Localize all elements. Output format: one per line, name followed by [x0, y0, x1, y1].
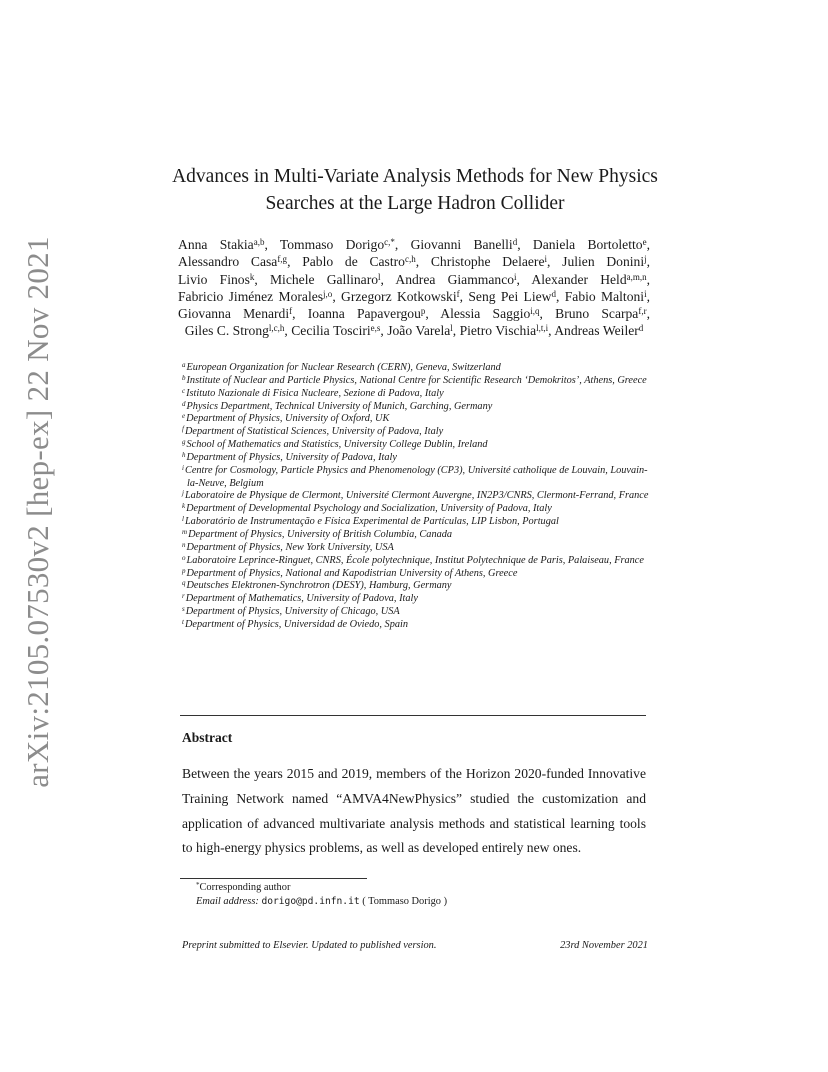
- footnote-marker: *: [196, 881, 200, 889]
- author-affiliation-marks: d: [638, 323, 644, 334]
- affiliation-text: Centre for Cosmology, Particle Physics and Phenomenology (CP3), Université catholique de Louvain, Louvain-la-Neuve, Belgium: [184, 464, 648, 489]
- author: [178, 237, 264, 252]
- affiliation-key: r: [182, 592, 185, 601]
- author-name: Anna Stakia: [178, 237, 254, 252]
- author: [291, 323, 380, 338]
- preprint-date: 23rd November 2021: [560, 940, 648, 951]
- affiliation-text: Physics Department, Technical University of Munich, Garching, Germany: [186, 400, 493, 412]
- author: [565, 289, 647, 304]
- affiliation-text: Department of Physics, University of Padova, Italy: [186, 451, 397, 463]
- author-name: Andrea Giammanco: [395, 271, 515, 287]
- author: [178, 289, 332, 304]
- author: [554, 323, 643, 338]
- author-name: João Varela: [387, 323, 451, 339]
- author: [280, 237, 395, 252]
- corresponding-author-footnote: [196, 881, 447, 908]
- affiliation-key: j: [182, 489, 184, 498]
- author-affiliation-marks: a,b: [253, 237, 265, 247]
- preprint-footer: [182, 940, 648, 951]
- author-affiliation-marks: k: [249, 271, 255, 282]
- author-name: Pablo de Castro: [302, 254, 405, 270]
- author-affiliation-marks: e: [642, 237, 647, 247]
- affiliation-key: k: [182, 502, 186, 511]
- author: [531, 272, 646, 287]
- affiliation-key: g: [182, 438, 186, 447]
- author: [341, 289, 460, 304]
- affiliation-key: c: [182, 386, 186, 395]
- arxiv-identifier: arXiv:2105.07530v2 [hep-ex] 22 Nov 2021: [20, 236, 55, 788]
- affiliation-item: [182, 426, 650, 439]
- footnote-rule: [180, 878, 367, 879]
- author-affiliation-marks: j: [644, 254, 647, 265]
- affiliation-key: t: [182, 617, 184, 626]
- affiliation-key: f: [182, 425, 184, 434]
- author-name: Fabio Maltoni: [564, 288, 645, 304]
- affiliation-text: Department of Physics, University of Oxford, UK: [186, 413, 390, 425]
- author: [468, 289, 556, 304]
- affiliation-key: l: [182, 515, 184, 524]
- affiliation-list: [182, 362, 650, 632]
- affiliation-item: [182, 413, 650, 426]
- author-affiliation-marks: d: [551, 288, 556, 299]
- author-affiliation-marks: i: [514, 271, 517, 282]
- author-affiliation-marks: j,o: [323, 288, 333, 299]
- author-affiliation-marks: i,q: [530, 306, 540, 317]
- author-affiliation-marks: l: [450, 323, 453, 334]
- author: [178, 254, 287, 269]
- author: [178, 272, 254, 287]
- author-name: Alessia Saggio: [440, 306, 531, 322]
- author-name: Seng Pei Liew: [468, 288, 552, 304]
- author-affiliation-marks: f,r: [638, 306, 647, 317]
- affiliation-text: Department of Physics, University of British Columbia, Canada: [188, 528, 453, 540]
- affiliation-text: Department of Mathematics, University of Padova, Italy: [185, 593, 418, 605]
- author-affiliation-marks: i: [544, 254, 548, 265]
- author-affiliation-marks: a,m,n: [626, 271, 647, 282]
- author: [185, 323, 285, 338]
- affiliation-item: [182, 619, 650, 632]
- author: [308, 306, 426, 321]
- affiliation-item: [182, 388, 650, 401]
- paper-title: Advances in Multi-Variate Analysis Methods for New Physics Searches at the Large Hadron Collider: [172, 166, 658, 214]
- author-name: Cecilia Tosciri: [291, 323, 371, 339]
- author-name: Giles C. Strong: [184, 323, 269, 339]
- affiliation-item: [182, 580, 650, 593]
- affiliation-item: [182, 375, 650, 388]
- email-address[interactable]: dorigo@pd.infn.it: [261, 895, 360, 907]
- author: [555, 306, 646, 321]
- affiliation-item: [182, 542, 650, 555]
- affiliation-text: Laboratoire de Physique de Clermont, Université Clermont Auvergne, IN2P3/CNRS, Clermont-Ferrand, France: [184, 490, 649, 502]
- author-affiliation-marks: i: [644, 288, 647, 299]
- affiliation-key: e: [182, 412, 186, 421]
- affiliation-text: Laboratoire Leprince-Ringuet, CNRS, École polytechnique, Institut Polytechnique de Paris, Palaiseau, France: [186, 554, 644, 566]
- affiliation-text: Institute of Nuclear and Particle Physics, National Centre for Scientific Research ‘Demokritos’, Athens, Greece: [186, 374, 647, 386]
- author: [431, 254, 547, 269]
- affiliation-item: [182, 490, 650, 503]
- author: [460, 323, 549, 338]
- author-name: Christophe Delaere: [430, 254, 545, 270]
- affiliation-item: [182, 593, 650, 606]
- author-name: Michele Gallinaro: [269, 271, 379, 287]
- author: [562, 254, 646, 269]
- affiliation-text: Deutsches Elektronen-Synchrotron (DESY), Hamburg, Germany: [186, 580, 452, 592]
- affiliation-text: Laboratório de Instrumentação e Física Experimental de Partículas, LIP Lisbon, Portugal: [184, 516, 559, 528]
- abstract-heading: Abstract: [182, 730, 233, 745]
- author-name: Alexander Held: [531, 271, 627, 287]
- affiliation-text: Department of Developmental Psychology and Socialization, University of Padova, Italy: [186, 503, 552, 515]
- author-name: Giovanni Banelli: [410, 237, 513, 252]
- affiliation-text: School of Mathematics and Statistics, University College Dublin, Ireland: [186, 439, 488, 451]
- affiliation-item: [182, 555, 650, 568]
- author-name: Tommaso Dorigo: [279, 237, 385, 252]
- author-list: Anna Stakia$^{a,b}$, Tommaso Dorigo$^{c,*}$, Giovanni Banelli$^d$, Daniela Bortoletto$^e$, Alessandro Casa$^{f,g}$, Pablo de Castro$^{c,h}$, Christophe Delaere$^i$, Julien Donini$^j$, Livio Finos$^k$, Michele Gallinaro$^l$, Andrea Giammanco$^i$, Alexander Held$^{a,m,n}$, Fabricio Jiménez Morales$^{j,o}$, Grzegorz Kotkowski$^f$, Seng Pei Liew$^d$, Fabio Maltoni$^i$, Giovanna Menardi$^f$, Ioanna Papavergou$^p$, Alessia Saggio$^{i,q}$, Bruno Scarpa$^{f,r}$, Giles C. Strong$^{l,c,h}$, Cecilia Tosciri$^{e,s}$, João Varela$^l$, Pietro Vischia$^{l,t,i}$, Andreas Weiler$^d$: [178, 237, 651, 339]
- author-affiliation-marks: d: [512, 237, 518, 247]
- author: [440, 306, 539, 321]
- author: [395, 272, 516, 287]
- affiliation-key: p: [182, 566, 186, 575]
- preprint-note: Preprint submitted to Elsevier. Updated to published version.: [182, 940, 437, 951]
- author-name: Ioanna Papavergou: [307, 306, 421, 322]
- affiliation-text: Department of Physics, Universidad de Oviedo, Spain: [184, 618, 409, 630]
- affiliation-key: a: [182, 361, 186, 369]
- affiliation-item: [182, 401, 650, 414]
- email-suffix: ( Tommaso Dorigo ): [362, 895, 448, 907]
- author: [411, 237, 518, 252]
- author-name: Julien Donini: [562, 254, 645, 270]
- affiliation-text: Istituto Nazionale di Fisica Nucleare, Sezione di Padova, Italy: [186, 387, 444, 399]
- author-name: Livio Finos: [178, 271, 250, 287]
- author-affiliation-marks: l,c,h: [268, 323, 285, 334]
- author-name: Bruno Scarpa: [555, 306, 639, 322]
- author-affiliation-marks: e,s: [370, 323, 381, 334]
- affiliation-text: Department of Statistical Sciences, University of Padova, Italy: [184, 426, 444, 438]
- author-name: Grzegorz Kotkowski: [341, 288, 457, 304]
- author-affiliation-marks: f: [456, 288, 460, 299]
- author: [533, 237, 647, 252]
- affiliation-item: [182, 503, 650, 516]
- affiliation-item: [182, 606, 650, 619]
- author-name: Pietro Vischia: [459, 323, 537, 339]
- affiliation-item: [182, 452, 650, 465]
- affiliation-text: European Organization for Nuclear Research (CERN), Geneva, Switzerland: [186, 362, 501, 373]
- affiliation-key: b: [182, 373, 186, 382]
- author-name: Daniela Bortoletto: [532, 237, 643, 252]
- affiliation-key: n: [182, 540, 186, 549]
- author-affiliation-marks: c,*: [384, 237, 395, 247]
- affiliation-key: s: [182, 605, 185, 614]
- affiliation-item: [182, 465, 650, 491]
- affiliation-item: [182, 439, 650, 452]
- affiliation-key: q: [182, 579, 186, 588]
- affiliation-text: Department of Physics, New York University, USA: [186, 541, 394, 553]
- affiliation-text: Department of Physics, National and Kapodistrian University of Athens, Greece: [186, 567, 518, 579]
- affiliation-text: Department of Physics, University of Chicago, USA: [185, 606, 400, 618]
- author-name: Andreas Weiler: [554, 323, 639, 339]
- affiliation-key: h: [182, 450, 186, 459]
- author-name: Giovanna Menardi: [178, 306, 290, 322]
- author: [178, 306, 292, 321]
- author-name: Alessandro Casa: [178, 254, 278, 270]
- author: [270, 272, 381, 287]
- author-affiliation-marks: p: [420, 306, 426, 317]
- author-affiliation-marks: f,g: [277, 254, 288, 265]
- affiliation-key: o: [182, 553, 186, 562]
- affiliation-item: [182, 568, 650, 581]
- author-name: Fabricio Jiménez Morales: [178, 288, 324, 304]
- affiliation-item: [182, 516, 650, 529]
- abstract-text: Between the years 2015 and 2019, members of the Horizon 2020-funded Innovative Training Network named “AMVA4NewPhysics” studied the customization and application of advanced multivariate analysis methods and statistical learning tools to high-energy physics problems, as well as developed entirely new ones.: [182, 766, 646, 856]
- author: [387, 323, 453, 338]
- author-affiliation-marks: l,t,i: [536, 323, 549, 334]
- abstract-top-rule: [180, 715, 646, 716]
- author: [302, 254, 416, 269]
- affiliation-item: [182, 362, 650, 375]
- footnote-label: Corresponding author: [199, 882, 291, 893]
- affiliation-key: d: [182, 399, 186, 408]
- author-affiliation-marks: c,h: [404, 254, 416, 265]
- author-affiliation-marks: f: [289, 306, 293, 317]
- affiliation-item: [182, 529, 650, 542]
- email-label: Email address:: [196, 895, 259, 907]
- affiliation-key: m: [182, 527, 188, 536]
- author-affiliation-marks: l: [378, 271, 381, 282]
- affiliation-key: i: [182, 463, 184, 472]
